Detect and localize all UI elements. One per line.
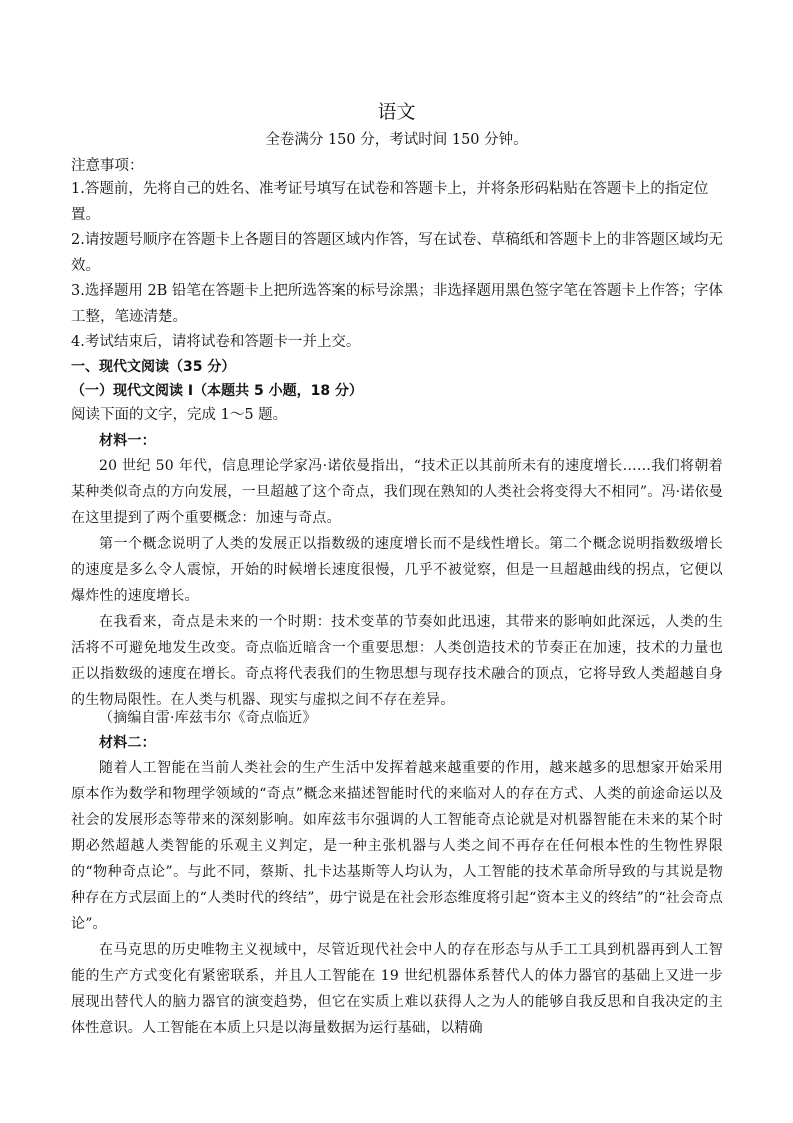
material-2-paragraph: 随着人工智能在当前人类社会的生产生活中发挥着越来越重要的作用，越来越多的思想家开始采用原本作为数学和物理学领域的“奇点”概念来描述智能时代的来临对人的存在方式、人类的前途命运以及社会的发展形态等带来的深刻影响。如库兹韦尔强调的人工智能奇点论就是对机器智能在未来的某个时期必然超越人类智能的乐观主义判定，是一种主张机器与人类之间不再存在任何根本性的生物性界限的“物种奇点论”。与此不同，蔡斯、扎卡达基斯等人均认为，人工智能的技术革命所导致的与其说是物种存在方式层面上的“人类时代的终结”，毋宁说是在社会形态维度将引起“资本主义的终结”的“社会奇点论”。 bbox=[71, 760, 723, 932]
material-1-paragraph: 在我看来，奇点是未来的一个时期：技术变革的节奏如此迅速，其带来的影响如此深远，人类的生活将不可避免地发生改变。奇点临近暗含一个重要思想：人类创造技术的节奏正在加速，技术的力量也正以指数级的速度在增长。奇点将代表我们的生物思想与现存技术融合的顶点，它将导致人类超越自身的生物局限性。在人类与机器、现实与虚拟之间不存在差异。 bbox=[71, 614, 723, 708]
notice-item: 2.请按题号顺序在答题卡上各题目的答题区域内作答，写在试卷、草稿纸和答题卡上的非答题区域均无效。 bbox=[71, 232, 723, 274]
exam-title: 语文 bbox=[377, 101, 416, 123]
notice-item: 4.考试结束后，请将试卷和答题卡一并上交。 bbox=[71, 334, 361, 350]
material-1-label: 材料一： bbox=[99, 433, 156, 449]
notice-item: 1.答题前，先将自己的姓名、准考证号填写在试卷和答题卡上，并将条形码粘贴在答题卡上的指定位置。 bbox=[71, 181, 709, 223]
material-1-source: （摘编自雷·库兹韦尔《奇点临近》 bbox=[99, 710, 317, 726]
section-subtitle: （一）现代文阅读 I（本题共 5 小题，18 分） bbox=[71, 383, 363, 399]
material-1-label-wrap bbox=[71, 428, 723, 454]
material-1-source-wrap bbox=[71, 705, 723, 731]
material-2-label: 材料二： bbox=[99, 735, 156, 751]
material-2-paragraph: 在马克思的历史唯物主义视域中，尽管近现代社会中人的存在形态与从手工工具到机器再到人工智能的生产方式变化有紧密联系，并且人工智能在 19 世纪机器体系替代人的体力器官的基础上又进一步展现出替代人的脑力器官的演变趋势，但它在实质上难以获得人之为人的能够自我反思和自我决定的主体性意识。人工智能在本质上只是以海量数据为运行基础，以精确 bbox=[71, 942, 723, 1036]
material-1-paragraph: 20 世纪 50 年代，信息理论学家冯·诺依曼指出，“技术正以其前所未有的速度增长……我们将朝着某种类似奇点的方向发展，一旦超越了这个奇点，我们现在熟知的人类社会将变得大不相同”。冯·诺依曼在这里提到了两个重要概念：加速与奇点。 bbox=[71, 458, 723, 526]
notice-list bbox=[71, 177, 725, 356]
material-1-paragraph: 第一个概念说明了人类的发展正以指数级的速度增长而不是线性增长。第二个概念说明指数级增长的速度是多么令人震惊，开始的时候增长速度很慢，几乎不被觉察，但是一旦超越曲线的拐点，它便以爆炸性的速度增长。 bbox=[71, 536, 723, 604]
material-2-label-wrap bbox=[71, 730, 723, 756]
notice-item: 3.选择题用 2B 铅笔在答题卡上把所选答案的标号涂黑；非选择题用黑色签字笔在答题卡上作答；字体工整，笔迹清楚。 bbox=[71, 283, 723, 325]
notice-heading: 注意事项： bbox=[71, 158, 144, 174]
reading-instruction: 阅读下面的文字，完成 1～5 题。 bbox=[71, 407, 288, 423]
exam-subtitle: 全卷满分 150 分，考试时间 150 分钟。 bbox=[265, 132, 528, 148]
material-2-text bbox=[71, 755, 723, 1041]
section-title: 一、现代文阅读（35 分） bbox=[71, 359, 236, 375]
material-1-text bbox=[71, 453, 723, 713]
